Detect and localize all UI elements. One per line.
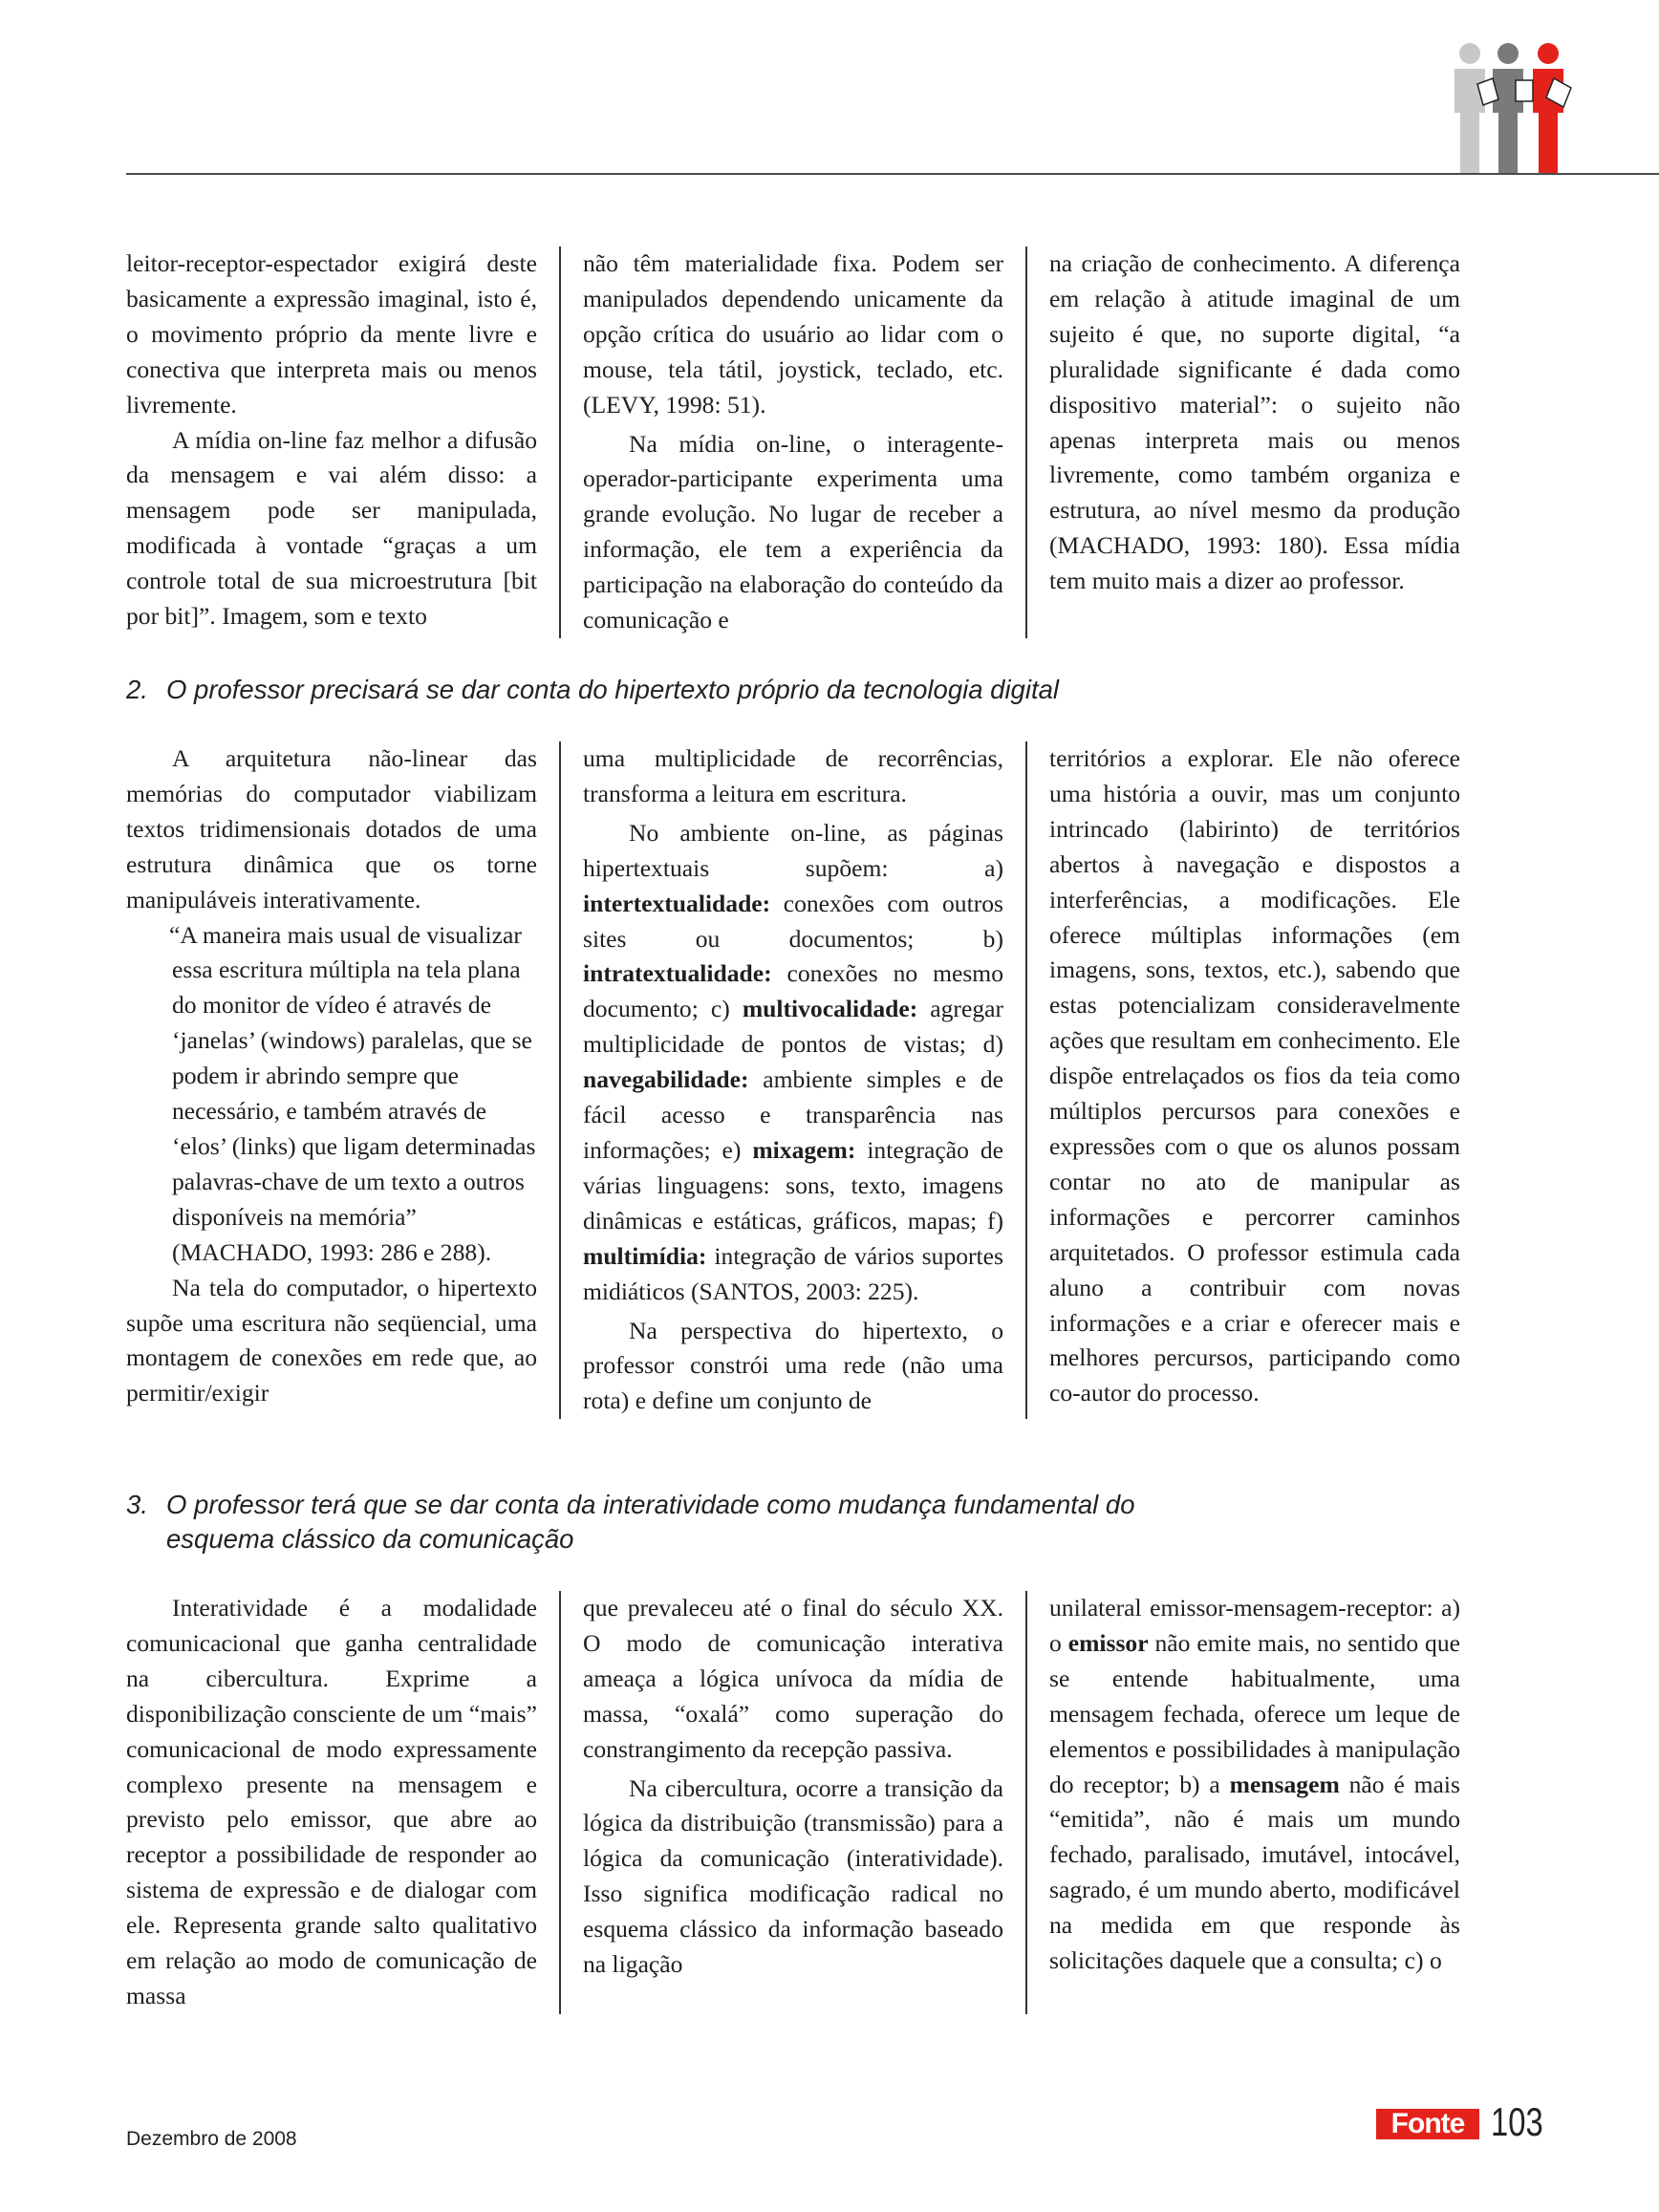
paragraph: não têm materialidade fixa. Podem ser manipulados dependendo unicamente da opção crítica do usuário ao lidar com o mouse, tela tátil, joystick, teclado, etc. (LEVY, 1998: 51). (583, 249, 1003, 419)
heading-number: 2. (126, 675, 148, 704)
paragraph: No ambiente on-line, as páginas hipertextuais supõem: a) intertextualidade: conexões com outros sites ou documentos; b) intratextualidade: conexões no mesmo documento; c) multivocalidade: agregar multiplicidade de pontos de vistas; d) navegabilidade: ambiente simples e de fácil acesso e transparência nas informações; e) mixagem: integração de várias linguagens: sons, texto, imagens dinâmicas e estáticas, gráficos, mapas; f) multimídia: integração de vários suportes midiáticos (SANTOS, 2003: 225). (583, 818, 1003, 1305)
term-multivocalidade: multivocalidade: (742, 995, 918, 1023)
term-navegabilidade: navegabilidade: (583, 1065, 749, 1094)
page-number: 103 (1491, 2099, 1543, 2144)
paragraph: que prevaleceu até o final do século XX. O modo de comunicação interativa ameaça a lógica unívoca da mídia de massa, “oxalá” como superação do constrangimento da recepção passiva. (583, 1594, 1003, 1763)
paragraph: A arquitetura não-linear das memórias do computador viabilizam textos tridimensionais dotados de uma estrutura dinâmica que os torne manipuláveis interativamente. (126, 744, 537, 913)
paragraph: uma multiplicidade de recorrências, transforma a leitura em escritura. (583, 744, 1003, 807)
column-2 (583, 247, 1003, 638)
section-1-columns (126, 247, 1491, 638)
column-1 (126, 741, 537, 1419)
section-3-columns (126, 1591, 1491, 2014)
paragraph: Na mídia on-line, o interagente-operador-participante experimenta uma grande evolução. No lugar de receber a informação, ele tem a experiência da participação na elaboração do conteúdo da comunicação e (583, 429, 1003, 634)
column-2 (583, 1591, 1003, 2014)
heading-text-line-1: O professor terá que se dar conta da interatividade como mudança fundamental do (166, 1490, 1135, 1519)
paragraph: Interatividade é a modalidade comunicacional que ganha centralidade na cibercultura. Exprime a disponibilização consciente de um “mais” comunicacional de modo expressamente complexo presente na mensagem e previsto pelo emissor, que abre ao receptor a possibilidade de responder ao sistema de expressão e de dialogar com ele. Representa grande salto qualitativo em relação ao modo de comunicação de massa (126, 1594, 537, 2009)
column-2 (583, 741, 1003, 1419)
section-heading-3 (126, 1488, 1502, 1557)
three-people-figures-icon (1449, 42, 1579, 174)
header-rule (126, 173, 1659, 175)
footer-date: Dezembro de 2008 (126, 2128, 297, 2150)
column-3 (1049, 247, 1460, 638)
term-intratextualidade: intratextualidade: (583, 959, 772, 988)
paragraph: Na tela do computador, o hipertexto supõe uma escritura não seqüencial, uma montagem de conexões em rede que, ao permitir/exigir (126, 1273, 537, 1407)
term-emissor: emissor (1067, 1628, 1149, 1657)
section-heading-2 (126, 673, 1502, 707)
column-3 (1049, 741, 1460, 1419)
term-intertextualidade: intertextualidade: (583, 889, 771, 917)
term-mixagem: mixagem: (752, 1135, 856, 1164)
paragraph: territórios a explorar. Ele não oferece uma história a ouvir, mas um conjunto intrincado (labirinto) de territórios abertos à navegação e dispostos a interferências, a modificações. Ele oferece múltiplas informações (em imagens, sons, textos, etc.), sabendo que estas potencializam consideravelmente ações que resultam em conhecimento. Ele dispõe entrelaçados os fios da teia como múltiplos percursos para conexões e expressões com o que os alunos possam contar no ato de manipular as informações e percorrer caminhos arquitetados. O professor estimula cada aluno a contribuir com novas informações e a criar e oferecer mais e melhores percursos, participando como co-autor do processo. (1049, 744, 1460, 1407)
heading-number: 3. (126, 1490, 148, 1519)
block-quote: “A maneira mais usual de visualizar essa escritura múltipla na tela plana do monitor de vídeo é através de ‘janelas’ (windows) paralelas, que se podem ir abrindo sempre que necessário, e também através de ‘elos’ (links) que ligam determinadas palavras-chave de um texto a outros disponíveis na memória” (MACHADO, 1993: 286 e 288). (169, 920, 536, 1266)
heading-text-line-2: esquema clássico da comunicação (166, 1524, 574, 1554)
paragraph: unilateral emissor-mensagem-receptor: a) o emissor não emite mais, no sentido que se entende habitualmente, uma mensagem fechada, oferece um leque de elementos e possibilidades à manipulação do receptor; b) a mensagem não é mais “emitida”, não é mais um mundo fechado, paralisado, imutável, intocável, sagrado, é um mundo aberto, modificável na medida em que responde às solicitações daquele que a consulta; c) o (1049, 1594, 1460, 1975)
term-multimidia: multimídia: (583, 1241, 707, 1270)
heading-text: O professor precisará se dar conta do hipertexto próprio da tecnologia digital (166, 675, 1060, 704)
section-2-columns (126, 741, 1491, 1419)
term-mensagem: mensagem (1229, 1770, 1340, 1798)
paragraph: na criação de conhecimento. A diferença em relação à atitude imaginal de um sujeito é que, no suporte digital, “a pluralidade significante é dada como dispositivo material”: o sujeito não apenas interpreta mais ou menos livremente, como também organiza e estrutura, ao nível mesmo da produção (MACHADO, 1993: 180). Essa mídia tem muito mais a dizer ao professor. (1049, 249, 1460, 595)
paragraph: leitor-receptor-espectador exigirá deste basicamente a expressão imaginal, isto é, o movimento próprio da mente livre e conectiva que interpreta mais ou menos livremente. (126, 249, 537, 419)
column-1 (126, 1591, 537, 2014)
magazine-brand-logo: Fonte (1376, 2109, 1479, 2139)
column-3 (1049, 1591, 1460, 2014)
paragraph: A mídia on-line faz melhor a difusão da mensagem e vai além disso: a mensagem pode ser manipulada, modificada à vontade “graças a um controle total de sua microestrutura [bit por bit]”. Imagem, som e texto (126, 425, 537, 631)
paragraph: Na cibercultura, ocorre a transição da lógica da distribuição (transmissão) para a lógica da comunicação (interatividade). Isso significa modificação radical no esquema clássico da informação baseado na ligação (583, 1773, 1003, 1979)
paragraph: Na perspectiva do hipertexto, o professor constrói uma rede (não uma rota) e define um conjunto de (583, 1316, 1003, 1415)
column-1 (126, 247, 537, 638)
